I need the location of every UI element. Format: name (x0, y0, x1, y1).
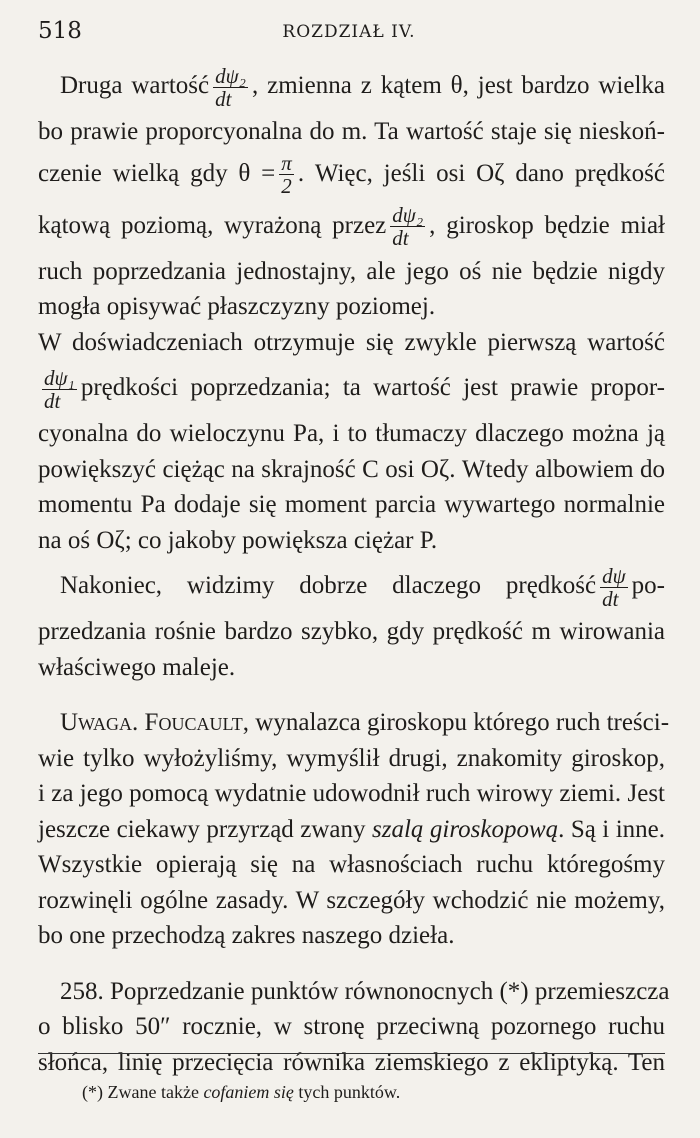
text-span: kątową poziomą, wyrażoną przez (38, 211, 387, 239)
text-line: słońca, linię przecięcia równika ziemskiego z ekliptyką. Ten (38, 1048, 665, 1076)
chapter-title: ROZDZIAŁ IV. (282, 22, 416, 42)
text-line (38, 812, 665, 848)
text-span: . Więc, jeśli osi Oζ dano prędkość (297, 159, 665, 187)
text-line: na oś Oζ; co jakoby powiększa ciężar P. (38, 526, 438, 554)
fraction-numerator: π (281, 151, 292, 176)
text-line: i za jego pomocą wydatnie udowodnił ruch wirowy ziemi. Jest (38, 780, 665, 807)
footnote-italic: cofaniem się (203, 1082, 294, 1102)
text-span: . Są i inne. (558, 815, 666, 843)
paragraph-spacer (38, 954, 665, 974)
text-line: W doświadczeniach otrzymuje się zwykle pierwszą wartość (38, 328, 665, 356)
fraction-denominator: dt (392, 226, 409, 251)
fraction-denominator: dt (44, 388, 61, 413)
text-line (38, 58, 665, 114)
text-line: mogła opisywać płaszczyzny poziomej. (38, 293, 436, 320)
text-line: momentu Pa dodaje się moment parcia wywartego normalnie (38, 491, 665, 518)
text-line: 258. Poprzedzanie punktów równonocnych (*) przemieszcza (60, 977, 670, 1005)
main-text (38, 58, 670, 1080)
text-line: przedzania rośnie bardzo szybko, gdy prędkość m wirowania (38, 618, 665, 645)
text-span: , zmienna z kątem θ, jest bardzo wielka (251, 72, 665, 99)
fraction-dpsi1-dt (42, 367, 77, 412)
fraction-dpsi-dt (600, 565, 628, 610)
text-line (38, 150, 665, 198)
paragraph-1 (38, 58, 665, 325)
paragraph-258 (38, 974, 670, 1081)
footnote (82, 1082, 400, 1103)
text-span: Druga wartość (60, 72, 210, 99)
paragraph-note (38, 705, 670, 954)
italic-term: szalą giroskopową (372, 815, 559, 843)
paragraph-spacer (38, 685, 665, 705)
text-span: Nakoniec, widzimy dobrze dlaczego prędkość (60, 572, 597, 599)
text-span: jeszcze ciekawy przyrząd zwany (38, 815, 366, 843)
text-line: Wszystkie opierają się na własnościach ruchu któregośmy (38, 851, 665, 878)
fraction-dpsi2-dt (213, 65, 248, 110)
page-number: 518 (38, 18, 82, 44)
paragraph-2 (38, 325, 665, 559)
text-line (38, 360, 665, 416)
text-line (38, 198, 665, 254)
fraction-numerator: dψ₁ (44, 365, 75, 390)
footnote-divider (38, 1053, 665, 1054)
footnote-text: (*) Zwane także (82, 1082, 199, 1102)
author-name: Foucault, (144, 709, 250, 736)
text-span: wynalazca giroskopu którego ruch treści- (255, 709, 670, 736)
text-line: powiększyć ciężąc na skrajność C osi Oζ. Wtedy albowiem do (38, 455, 665, 483)
fraction-numerator: dψ₂ (392, 203, 424, 228)
text-line: bo prawie proporcyonalna do m. Ta wartość staje się nieskoń- (38, 118, 665, 145)
text-span: czenie wielką gdy θ = (38, 159, 276, 187)
page-header (38, 18, 660, 48)
footnote-text: tych punktów. (298, 1082, 401, 1102)
text-line: ruch poprzedzania jednostajny, ale jego oś nie będzie nigdy (38, 257, 665, 285)
text-span: po- (631, 572, 665, 599)
fraction-numerator: dψ₂ (215, 63, 246, 88)
text-line (38, 558, 665, 614)
text-span: prędkości poprzedzania; ta wartość jest prawie propor- (80, 374, 665, 401)
fraction-numerator: dψ (602, 563, 626, 588)
fraction-denominator: 2 (281, 174, 292, 199)
fraction-dpsi2-dt (390, 204, 425, 249)
text-line: o blisko 50″ rocznie, w stronę przeciwną pozornego ruchu (38, 1013, 665, 1040)
text-span: , giroskop będzie miał (429, 211, 666, 239)
text-line (38, 705, 670, 741)
paragraph-3 (38, 558, 665, 685)
note-heading: Uwaga. (60, 709, 139, 736)
text-line: wie tylko wyłożyliśmy, wymyślił drugi, znakomity giroskop, (38, 744, 665, 772)
fraction-denominator: dt (602, 586, 619, 611)
fraction-denominator: dt (215, 86, 232, 111)
text-line: cyonalna do wieloczynu Pa, i to tłumaczy dlaczego można ją (38, 420, 665, 447)
fraction-pi-2 (279, 152, 294, 197)
text-line: właściwego maleje. (38, 653, 236, 681)
text-line: bo one przechodzą zakres naszego dzieła. (38, 922, 455, 949)
text-line: rozwinęli ogólne zasady. W szczegóły wchodzić nie możemy, (38, 886, 665, 914)
